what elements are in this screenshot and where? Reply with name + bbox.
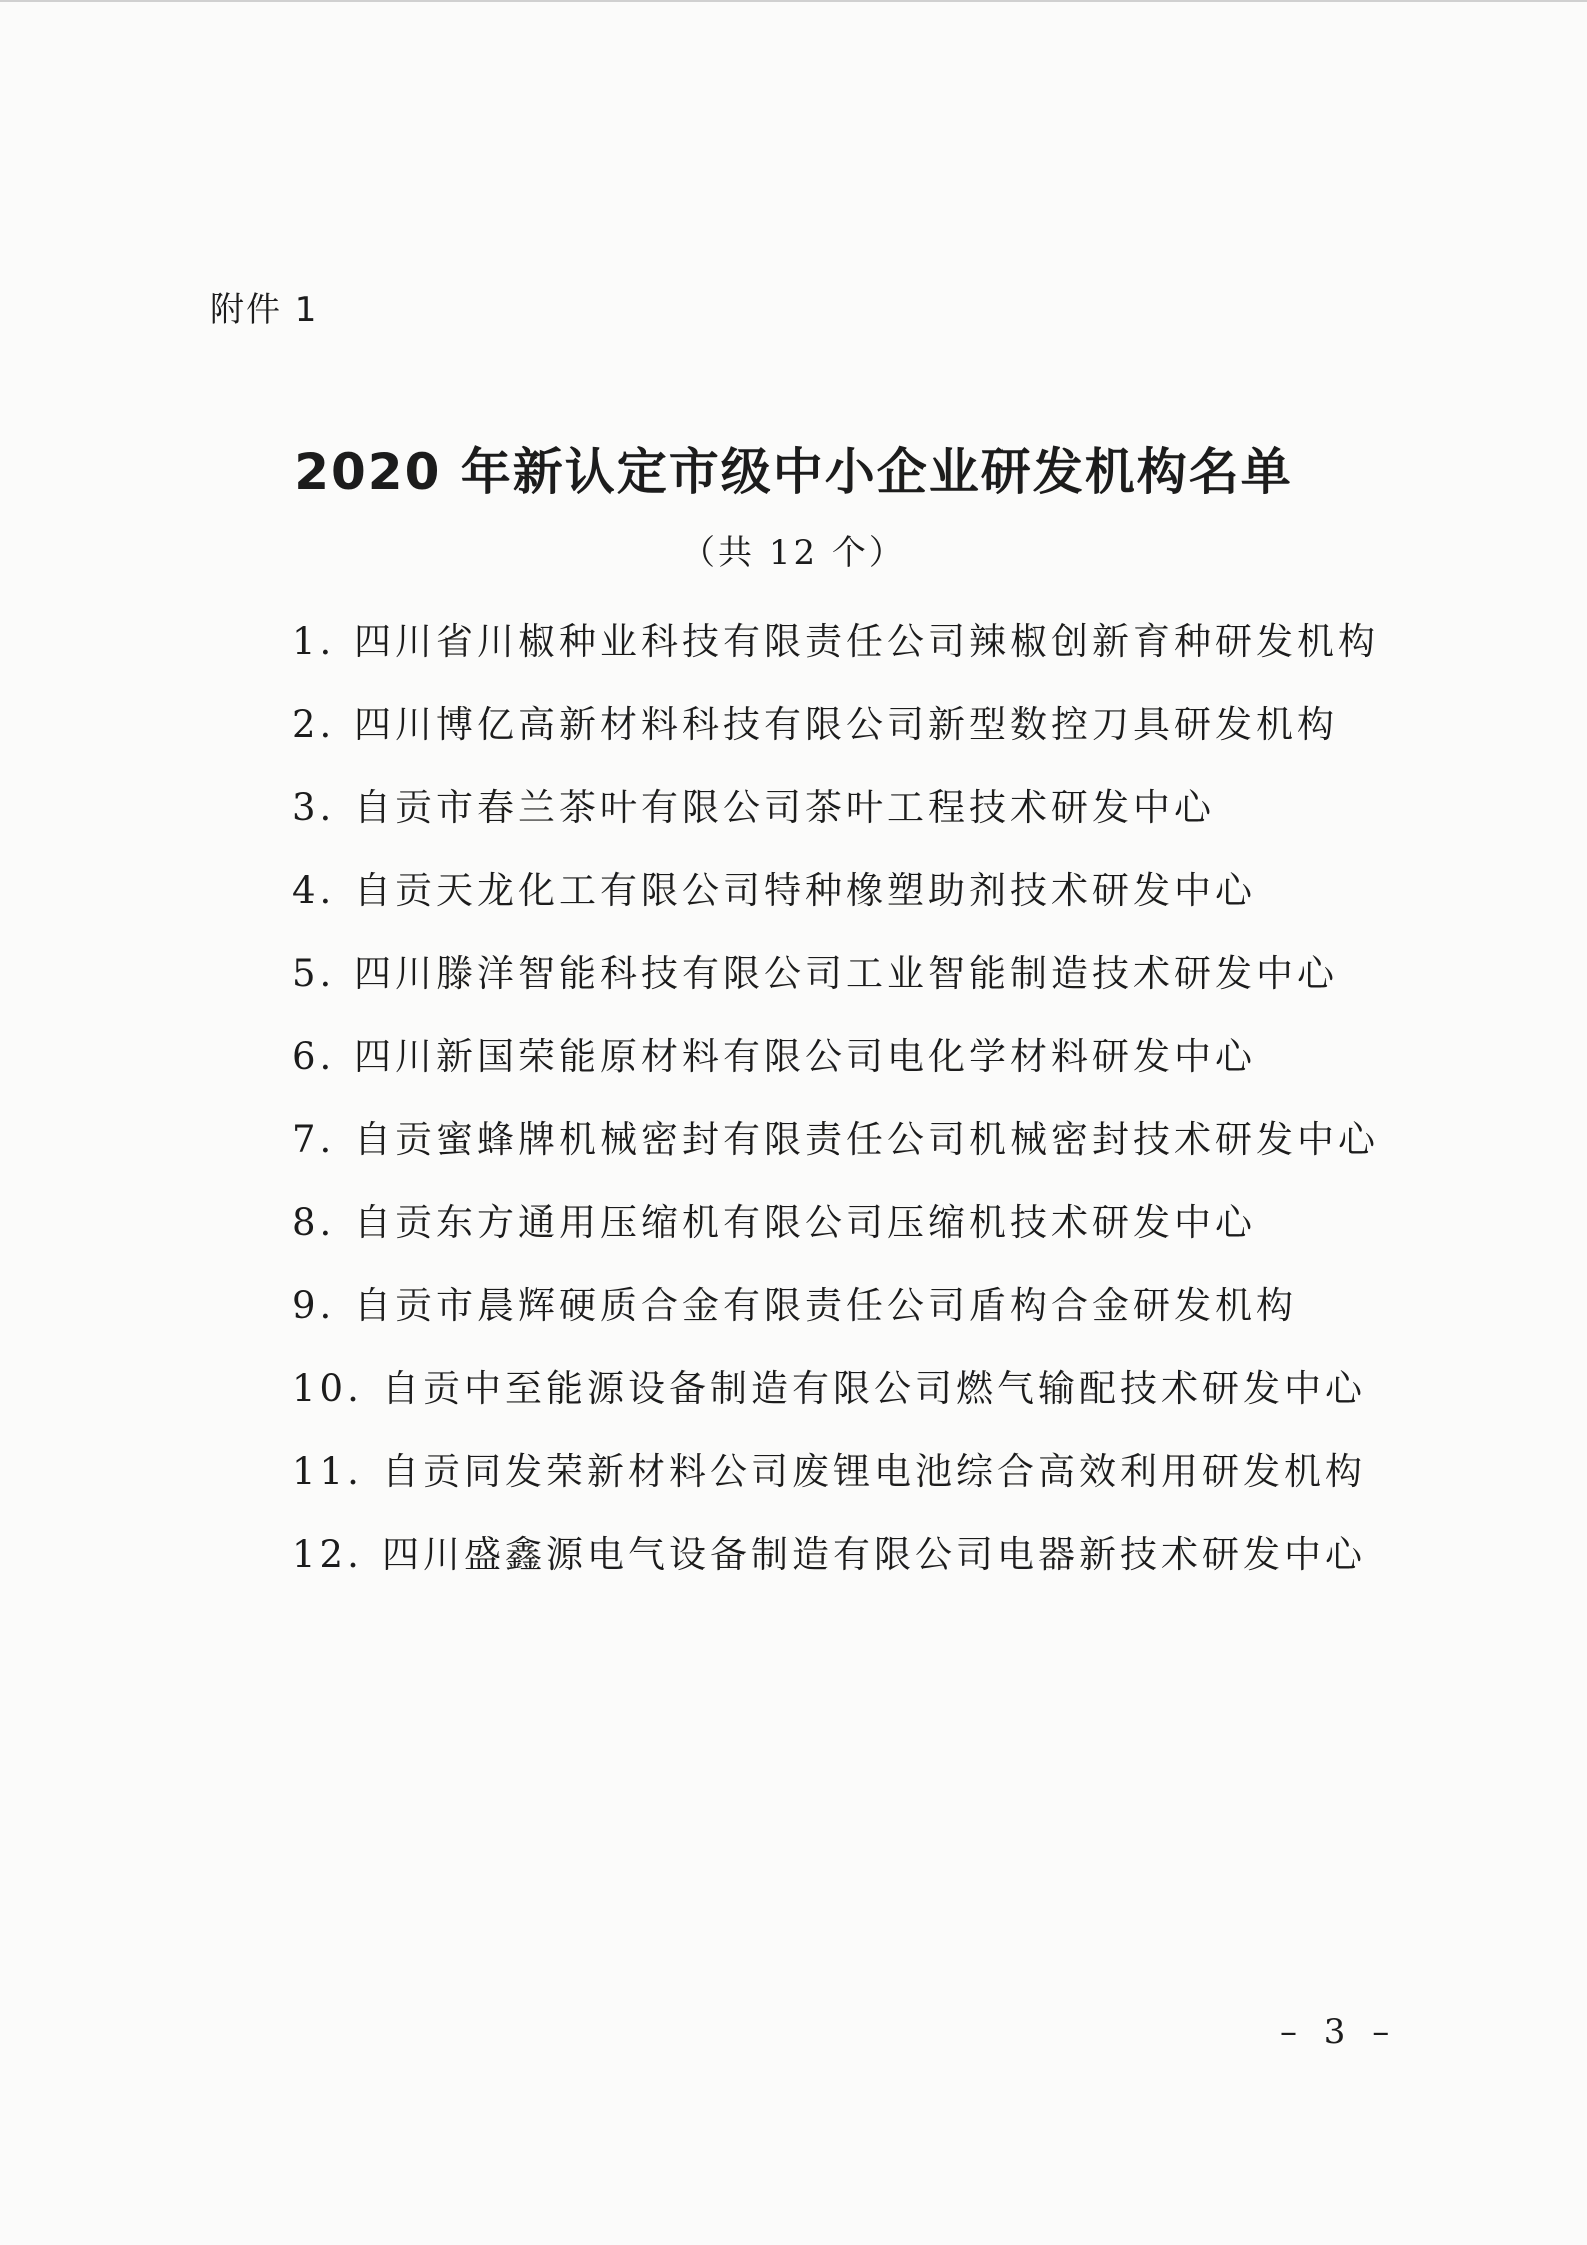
item-text: 自贡市晨辉硬质合金有限责任公司盾构合金研发机构	[354, 1284, 1297, 1327]
list-item	[292, 1015, 1392, 1098]
item-number: 12.	[292, 1533, 363, 1576]
list-item	[292, 1181, 1392, 1264]
document-subtitle: （共 12 个）	[681, 533, 906, 573]
item-number: 9.	[292, 1284, 336, 1327]
list-item	[292, 1264, 1392, 1347]
item-text: 四川省川椒种业科技有限责任公司辣椒创新育种研发机构	[354, 620, 1379, 663]
scan-edge-line	[0, 0, 1587, 2]
item-text: 四川滕洋智能科技有限公司工业智能制造技术研发中心	[354, 952, 1338, 995]
item-number: 10.	[292, 1367, 363, 1410]
page-number: – 3 –	[1280, 2012, 1398, 2052]
item-number: 3.	[292, 786, 336, 829]
item-text: 四川盛鑫源电气设备制造有限公司电器新技术研发中心	[382, 1533, 1366, 1576]
list-item	[292, 849, 1392, 932]
item-text: 自贡东方通用压缩机有限公司压缩机技术研发中心	[354, 1201, 1256, 1244]
item-text: 自贡天龙化工有限公司特种橡塑助剂技术研发中心	[354, 869, 1256, 912]
item-text: 自贡市春兰茶叶有限公司茶叶工程技术研发中心	[354, 786, 1215, 829]
list-item	[292, 1430, 1392, 1513]
item-number: 1.	[292, 620, 336, 663]
list-item	[292, 683, 1392, 766]
list-item	[292, 1513, 1392, 1596]
item-number: 5.	[292, 952, 336, 995]
item-number: 8.	[292, 1201, 336, 1244]
list-item	[292, 1098, 1392, 1181]
list-item	[292, 600, 1392, 683]
organization-list	[292, 600, 1392, 1596]
item-text: 自贡同发荣新材料公司废锂电池综合高效利用研发机构	[382, 1450, 1366, 1493]
list-item	[292, 1347, 1392, 1430]
attachment-label: 附件 1	[210, 290, 319, 330]
document-title: 2020 年新认定市级中小企业研发机构名单	[294, 443, 1293, 501]
list-item	[292, 766, 1392, 849]
item-number: 4.	[292, 869, 336, 912]
item-text: 自贡蜜蜂牌机械密封有限责任公司机械密封技术研发中心	[354, 1118, 1379, 1161]
item-number: 7.	[292, 1118, 336, 1161]
item-text: 四川新国荣能原材料有限公司电化学材料研发中心	[354, 1035, 1256, 1078]
item-number: 11.	[292, 1450, 363, 1493]
list-item	[292, 932, 1392, 1015]
item-text: 自贡中至能源设备制造有限公司燃气输配技术研发中心	[382, 1367, 1366, 1410]
item-number: 6.	[292, 1035, 336, 1078]
item-number: 2.	[292, 703, 336, 746]
item-text: 四川博亿高新材料科技有限公司新型数控刀具研发机构	[354, 703, 1338, 746]
